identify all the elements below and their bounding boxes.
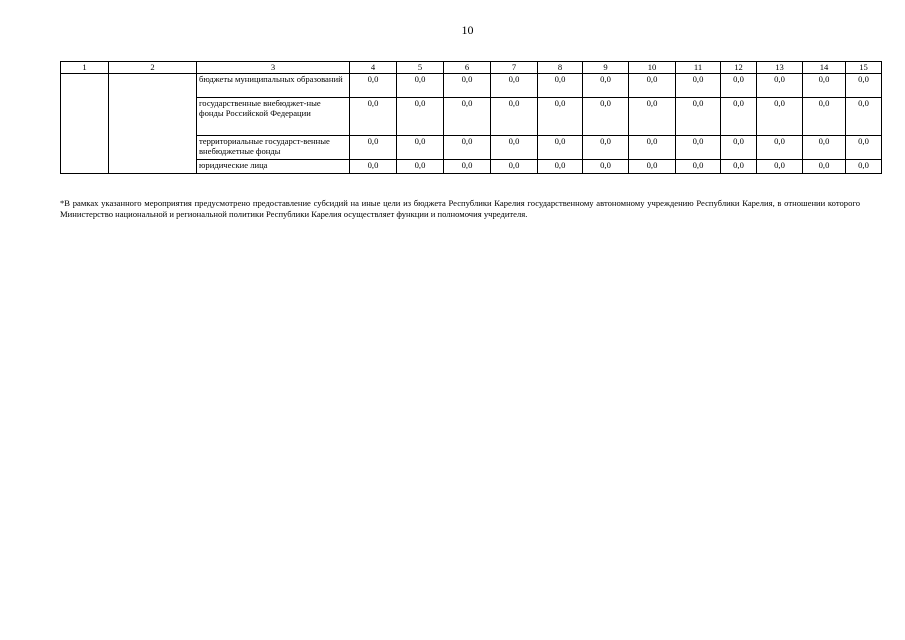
value-cell: 0,0: [676, 136, 721, 160]
column-header: 5: [397, 62, 444, 74]
value-cell: 0,0: [676, 74, 721, 98]
value-cell: 0,0: [757, 136, 803, 160]
value-cell: 0,0: [846, 98, 882, 136]
column-header: 15: [846, 62, 882, 74]
value-cell: 0,0: [629, 98, 676, 136]
funding-source-cell: юридические лица: [197, 160, 350, 174]
funding-source-cell: бюджеты муниципальных образований: [197, 74, 350, 98]
column-header: 2: [109, 62, 197, 74]
value-cell: 0,0: [676, 160, 721, 174]
value-cell: 0,0: [803, 160, 846, 174]
value-cell: 0,0: [397, 160, 444, 174]
value-cell: 0,0: [350, 98, 397, 136]
value-cell: 0,0: [583, 98, 629, 136]
value-cell: 0,0: [846, 160, 882, 174]
value-cell: 0,0: [721, 98, 757, 136]
column-header: 14: [803, 62, 846, 74]
column-header: 9: [583, 62, 629, 74]
value-cell: 0,0: [538, 136, 583, 160]
value-cell: 0,0: [397, 74, 444, 98]
column-header: 6: [444, 62, 491, 74]
column-header: 11: [676, 62, 721, 74]
value-cell: 0,0: [350, 160, 397, 174]
value-cell: 0,0: [397, 136, 444, 160]
funding-source-cell: государственные внебюджет-ные фонды Российской Федерации: [197, 98, 350, 136]
value-cell: 0,0: [491, 136, 538, 160]
value-cell: 0,0: [629, 136, 676, 160]
column-header: 3: [197, 62, 350, 74]
table-body: [61, 74, 882, 174]
value-cell: 0,0: [803, 74, 846, 98]
value-cell: 0,0: [538, 160, 583, 174]
column-header: 7: [491, 62, 538, 74]
value-cell: 0,0: [721, 74, 757, 98]
page-number: 10: [461, 23, 474, 37]
value-cell: 0,0: [491, 160, 538, 174]
value-cell: 0,0: [491, 74, 538, 98]
value-cell: 0,0: [629, 160, 676, 174]
column-header: 10: [629, 62, 676, 74]
budget-table: [60, 61, 882, 174]
value-cell: 0,0: [803, 136, 846, 160]
value-cell: 0,0: [803, 98, 846, 136]
funding-source-cell: территориальные государст-венные внебюджетные фонды: [197, 136, 350, 160]
value-cell: 0,0: [444, 74, 491, 98]
value-cell: 0,0: [721, 136, 757, 160]
value-cell: 0,0: [629, 74, 676, 98]
value-cell: 0,0: [350, 136, 397, 160]
value-cell: 0,0: [721, 160, 757, 174]
value-cell: 0,0: [538, 74, 583, 98]
value-cell: 0,0: [350, 74, 397, 98]
column-header: 12: [721, 62, 757, 74]
value-cell: 0,0: [676, 98, 721, 136]
value-cell: 0,0: [583, 136, 629, 160]
value-cell: 0,0: [397, 98, 444, 136]
value-cell: 0,0: [444, 160, 491, 174]
value-cell: 0,0: [583, 74, 629, 98]
table-row: [61, 74, 882, 98]
value-cell: 0,0: [757, 160, 803, 174]
column-header: 4: [350, 62, 397, 74]
column-header: 8: [538, 62, 583, 74]
value-cell: 0,0: [846, 136, 882, 160]
column-header: 1: [61, 62, 109, 74]
merged-cell-col2: [109, 74, 197, 174]
column-header: 13: [757, 62, 803, 74]
footnote: *В рамках указанного мероприятия предусмотрено предоставление субсидий на иные цели из бюджета Республики Карелия государственному автономному учреждению Республики Карелия, в отношении которого Министерство национальной и региональной политики Республики Карелия осуществляет функции и полномочия учредителя.: [60, 198, 860, 219]
table-header-row: [61, 62, 882, 74]
merged-cell-col1: [61, 74, 109, 174]
value-cell: 0,0: [583, 160, 629, 174]
value-cell: 0,0: [846, 74, 882, 98]
value-cell: 0,0: [757, 74, 803, 98]
value-cell: 0,0: [491, 98, 538, 136]
value-cell: 0,0: [444, 136, 491, 160]
value-cell: 0,0: [444, 98, 491, 136]
value-cell: 0,0: [538, 98, 583, 136]
value-cell: 0,0: [757, 98, 803, 136]
